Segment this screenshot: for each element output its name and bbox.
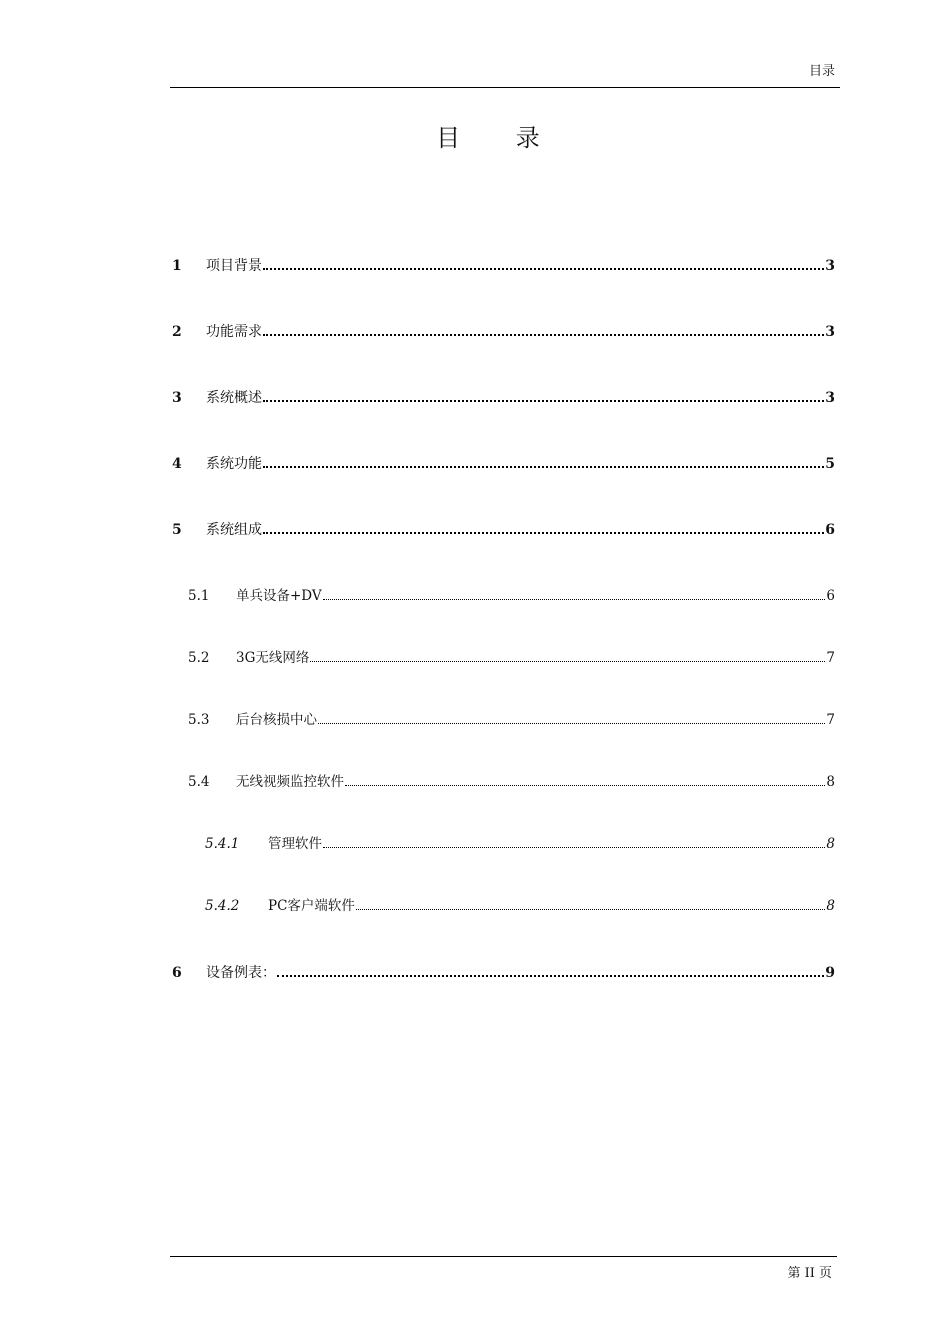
- toc-page-number: 3: [825, 258, 835, 274]
- toc-leader-dots: [263, 334, 824, 336]
- toc-label: 项目背景: [206, 258, 262, 274]
- toc-label: 无线视频监控软件: [236, 774, 344, 790]
- toc-number: 2: [172, 324, 182, 340]
- toc-entry-3[interactable]: [172, 387, 835, 407]
- toc-number: 5: [172, 522, 182, 538]
- toc-label: 管理软件: [268, 836, 322, 852]
- toc-number: 5.1: [188, 588, 210, 604]
- toc-page-number: 8: [826, 898, 835, 914]
- toc-leader-dots: [263, 268, 824, 270]
- toc-label: 单兵设备+DV: [236, 588, 322, 604]
- page-title: 目 录: [436, 124, 564, 152]
- toc-leader-dots: [356, 909, 825, 910]
- toc-entry-6[interactable]: [172, 962, 835, 982]
- toc-leader-dots: [323, 847, 825, 848]
- toc-number: 5.4.1: [205, 836, 240, 852]
- toc-number: 3: [172, 390, 182, 406]
- toc-page-number: 3: [825, 324, 835, 340]
- toc-page-number: 5: [825, 456, 835, 472]
- toc-entry-5-1[interactable]: [188, 584, 835, 604]
- toc-label: 设备例表：: [206, 965, 276, 981]
- toc-entry-5[interactable]: [172, 519, 835, 539]
- toc-number: 4: [172, 456, 182, 472]
- toc-number: 6: [172, 965, 182, 981]
- toc-page-number: 6: [826, 588, 835, 604]
- toc-leader-dots: [345, 785, 825, 786]
- toc-entry-5-2[interactable]: [188, 646, 835, 666]
- toc-entry-4[interactable]: [172, 453, 835, 473]
- toc-number: 5.4: [188, 774, 210, 790]
- toc-leader-dots: [263, 466, 824, 468]
- toc-number: 1: [172, 258, 182, 274]
- toc-label: 系统组成: [206, 522, 262, 538]
- toc-entry-2[interactable]: [172, 321, 835, 341]
- running-header: 目录: [808, 64, 835, 79]
- toc-label: 3G无线网络: [236, 650, 310, 666]
- toc-number: 5.3: [188, 712, 210, 728]
- toc-leader-dots: [277, 975, 824, 977]
- toc-page-number: 8: [826, 774, 835, 790]
- toc-leader-dots: [263, 400, 824, 402]
- toc-leader-dots: [310, 661, 825, 662]
- header-divider: [170, 87, 840, 88]
- toc-number: 5.4.2: [205, 898, 240, 914]
- toc-page-number: 6: [825, 522, 835, 538]
- toc-number: 5.2: [188, 650, 210, 666]
- toc-label: PC客户端软件: [268, 898, 355, 914]
- toc-entry-5-4-1[interactable]: [205, 832, 835, 852]
- toc-page-number: 7: [826, 712, 835, 728]
- toc-page-number: 9: [825, 965, 835, 981]
- toc-page-number: 7: [826, 650, 835, 666]
- toc-label: 系统概述: [206, 390, 262, 406]
- toc-label: 系统功能: [206, 456, 262, 472]
- toc-leader-dots: [318, 723, 825, 724]
- toc-label: 后台核损中心: [236, 712, 317, 728]
- toc-leader-dots: [323, 599, 826, 600]
- toc-entry-5-4[interactable]: [188, 770, 835, 790]
- toc-entry-5-3[interactable]: [188, 708, 835, 728]
- toc-label: 功能需求: [206, 324, 262, 340]
- footer-divider: [170, 1256, 837, 1257]
- toc-entry-1[interactable]: [172, 255, 835, 275]
- toc-page-number: 3: [825, 390, 835, 406]
- toc-page-number: 8: [826, 836, 835, 852]
- toc-entry-5-4-2[interactable]: [205, 894, 835, 914]
- toc-leader-dots: [263, 532, 824, 534]
- page-number-footer: 第 II 页: [787, 1266, 832, 1281]
